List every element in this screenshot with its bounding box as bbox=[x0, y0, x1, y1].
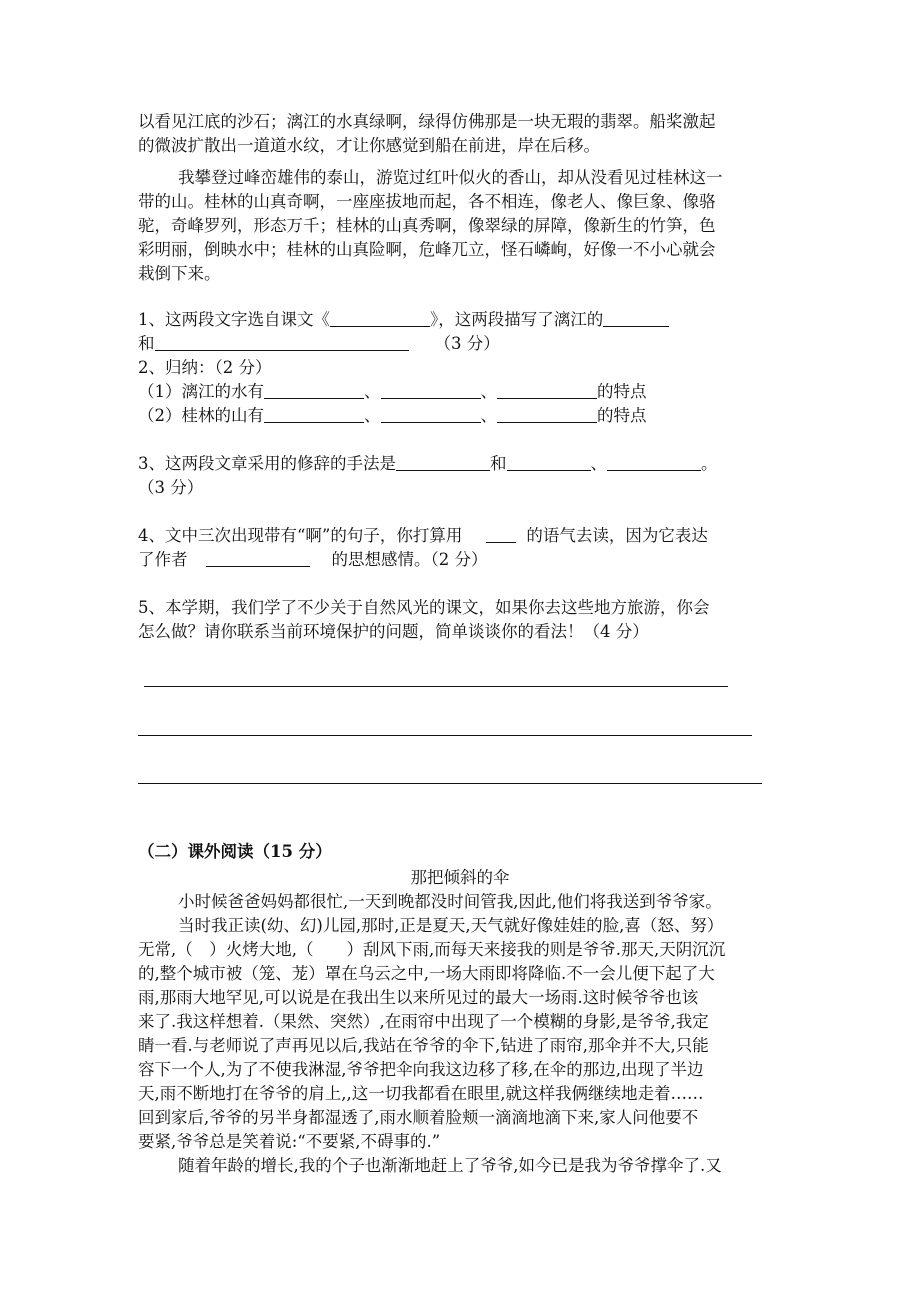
question-3-blank-3[interactable] bbox=[607, 452, 701, 471]
article-line-4: 的,整个城市被（笼、茏）罩在乌云之中,一场大雨即将降临.不一会儿便下起了大 bbox=[138, 964, 715, 983]
separator: 、 bbox=[364, 382, 381, 401]
article-line-9: 天,雨不断地打在爷爷的肩上,,这一切我都看在眼里,就这样我俩继续地走着…… bbox=[138, 1084, 704, 1103]
article-line-12: 随着年龄的增长,我的个子也渐渐地赶上了爷爷,如今已是我为爷爷撑伞了.又 bbox=[178, 1156, 722, 1175]
question-4-text-d: 的思想感情。（2 分） bbox=[331, 550, 488, 569]
question-1-line-1 bbox=[138, 308, 669, 332]
article-line-3: 无常,（ ）火烤大地,（ ）刮风下雨,而每天来接我的则是爷爷.那天,天阴沉沉 bbox=[138, 940, 726, 959]
separator: 、 bbox=[590, 454, 607, 473]
passage1-line-2: 的微波扩散出一道道水纹，才让你感觉到船在前进，岸在后移。 bbox=[138, 136, 600, 155]
question-3-text-c: 。 bbox=[701, 454, 718, 473]
article-line-2: 当时我正读(幼、幻)儿园,那时,正是夏天,天气就好像娃娃的脸,喜（怒、努） bbox=[178, 916, 724, 935]
passage1-line-1: 以看见江底的沙石；漓江的水真绿啊，绿得仿佛那是一块无瑕的翡翠。船桨激起 bbox=[138, 112, 716, 131]
question-4-text-c: 了作者 bbox=[138, 550, 188, 569]
question-2-item-2-label: （2）桂林的山有 bbox=[138, 406, 264, 425]
question-1-line-2 bbox=[138, 332, 500, 356]
question-1-text-c: 和 bbox=[138, 334, 155, 353]
question-2-item-2-blank-2[interactable] bbox=[381, 404, 481, 423]
article-line-11: 要紧,爷爷总是笑着说:“不要紧,不碍事的.” bbox=[138, 1132, 441, 1151]
article-line-6: 来了.我这样想着.（果然、突然）,在雨帘中出现了一个模糊的身影,是爷爷,我定 bbox=[138, 1012, 709, 1031]
question-3-text-b: 和 bbox=[490, 454, 507, 473]
question-1-score: （3 分） bbox=[434, 334, 500, 353]
passage1-line-4: 带的山。桂林的山真奇啊，一座座拔地而起，各不相连，像老人、像巨象、像骆 bbox=[138, 192, 716, 211]
question-5-line-1: 5、本学期，我们学了不少关于自然风光的课文，如果你去这些地方旅游，你会 bbox=[138, 598, 710, 617]
question-2-title: 2、归纳：（2 分） bbox=[138, 358, 272, 377]
question-2-item-2 bbox=[138, 404, 647, 428]
article-line-7: 睛一看.与老师说了声再见以后,我站在爷爷的伞下,钻进了雨帘,那伞并不大,只能 bbox=[138, 1036, 709, 1055]
separator: 、 bbox=[480, 406, 497, 425]
question-3-blank-1[interactable] bbox=[396, 452, 490, 471]
question-3-text-a: 3、这两段文章采用的修辞的手法是 bbox=[138, 454, 396, 473]
question-2-item-1-blank-1[interactable] bbox=[264, 380, 364, 399]
section-heading: （二）课外阅读（15 分） bbox=[138, 842, 332, 861]
question-2-item-1 bbox=[138, 380, 647, 404]
question-4-line-2 bbox=[138, 548, 488, 572]
separator: 、 bbox=[364, 406, 381, 425]
answer-line-3[interactable] bbox=[138, 783, 762, 784]
passage1-line-5: 驼，奇峰罗列，形态万千；桂林的山真秀啊，像翠绿的屏障，像新生的竹笋，色 bbox=[138, 216, 716, 235]
question-2-item-2-blank-1[interactable] bbox=[264, 404, 364, 423]
article-line-1: 小时候爸爸妈妈都很忙,一天到晚都没时间管我,因此,他们将我送到爷爷家。 bbox=[178, 892, 722, 911]
question-2-item-1-end: 的特点 bbox=[597, 382, 647, 401]
answer-line-2[interactable] bbox=[138, 735, 752, 736]
question-5-line-2: 怎么做？请你联系当前环境保护的问题，简单谈谈你的看法！（4 分） bbox=[138, 622, 649, 641]
question-4-text-b: 的语气去读，因为它表达 bbox=[526, 526, 708, 545]
question-4-text-a: 4、文中三次出现带有“啊”的句子，你打算用 bbox=[138, 526, 463, 545]
question-1-blank-2[interactable] bbox=[155, 332, 409, 351]
question-2-item-2-end: 的特点 bbox=[597, 406, 647, 425]
question-1-text-a: 1、这两段文字选自课文《 bbox=[138, 310, 330, 329]
question-3-line-1 bbox=[138, 452, 718, 476]
passage1-line-3: 我攀登过峰峦雄伟的泰山，游览过红叶似火的香山，却从没看见过桂林这一 bbox=[178, 168, 723, 187]
article-title: 那把倾斜的伞 bbox=[410, 868, 510, 887]
article-line-8: 容下一个人,为了不使我淋湿,爷爷把伞向我这边移了移,在伞的那边,出现了半边 bbox=[138, 1060, 704, 1079]
article-line-10: 回到家后,爷爷的另半身都湿透了,雨水顺着脸颊一滴滴地滴下来,家人问他要不 bbox=[138, 1108, 699, 1127]
question-3-blank-2[interactable] bbox=[507, 452, 591, 471]
question-3-score: （3 分） bbox=[138, 478, 204, 497]
question-4-line-1 bbox=[138, 524, 708, 548]
question-2-item-1-blank-3[interactable] bbox=[497, 380, 597, 399]
passage1-line-6: 彩明丽，倒映水中；桂林的山真险啊，危峰兀立，怪石嶙峋，好像一不小心就会 bbox=[138, 240, 716, 259]
question-4-blank-2[interactable] bbox=[206, 548, 310, 567]
separator: 、 bbox=[480, 382, 497, 401]
question-2-item-1-blank-2[interactable] bbox=[381, 380, 481, 399]
question-1-text-b: 》，这两段描写了漓江的 bbox=[430, 310, 604, 329]
question-1-blank-title[interactable] bbox=[330, 308, 430, 327]
question-4-blank-1[interactable] bbox=[486, 524, 516, 543]
answer-line-1[interactable] bbox=[144, 686, 728, 687]
question-2-item-1-label: （1）漓江的水有 bbox=[138, 382, 264, 401]
question-1-blank-1[interactable] bbox=[603, 308, 669, 327]
question-2-item-2-blank-3[interactable] bbox=[497, 404, 597, 423]
passage1-line-7: 栽倒下来。 bbox=[138, 264, 221, 283]
article-line-5: 雨,那雨大地罕见,可以说是在我出生以来所见过的最大一场雨.这时候爷爷也该 bbox=[138, 988, 699, 1007]
